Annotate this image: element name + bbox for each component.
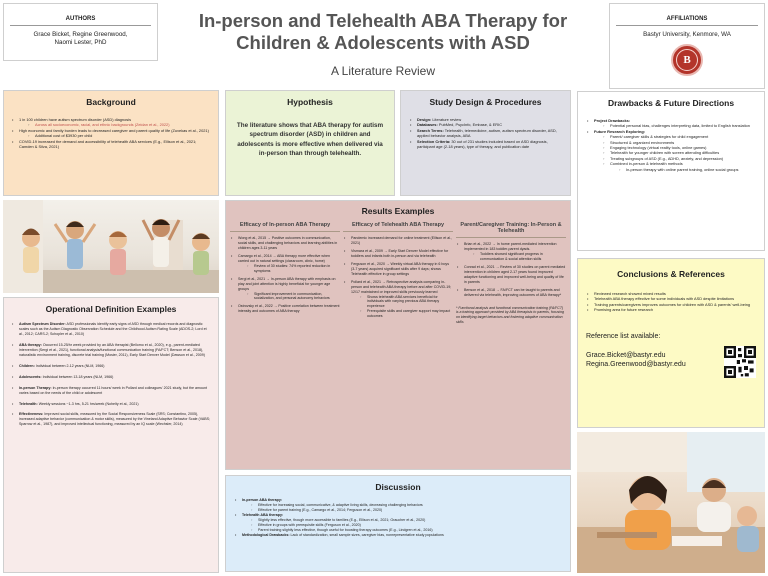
- operational-box: [3, 297, 219, 573]
- list-item: • Project Drawbacks: ◦ Potential personal bias, challenges interpreting data, limited to English translation: [586, 118, 756, 129]
- results-column-parent-training: [456, 222, 566, 324]
- email-link-2[interactable]: Regina.Greenwood@bastyr.edu: [586, 360, 686, 368]
- list-item: • Telehealth ABA therapy effective for some individuals with ASD despite limitations: [586, 296, 756, 301]
- reference-label: Reference list available:: [586, 332, 661, 340]
- hypothesis-box: [225, 90, 395, 196]
- hypothesis-text: The literature shows that ABA therapy for autism spectrum disorder (ASD) in children and adolescents is more effective when delivered via in-person than through telehealth.: [236, 122, 384, 158]
- results-heading: Results Examples: [361, 206, 435, 216]
- operational-heading: Operational Definition Examples: [45, 304, 177, 314]
- authors-names: Grace Bicket, Regine Greenwood,: [33, 31, 128, 38]
- list-item: • Vismara et al., 2009 → Early Start Denver Model effective for toddlers and infants both in-person and via telehealth: [343, 249, 453, 259]
- list-item: • Promising area for future research: [586, 307, 756, 312]
- col3-heading: Parent/Caregiver Training: In-Person & Telehealth: [456, 222, 566, 238]
- list-item: ◦ Parent training slightly less effective, though useful for boosting therapy outcomes (E.g., Lindgren et al., 2016): [250, 528, 562, 533]
- list-item: ◦ Effective in groups with prerequisite skills (Ferguson et al., 2020): [250, 523, 562, 528]
- discussion-list: [234, 498, 562, 538]
- list-item: • Search Terms: Telehealth, telemedicine, autism, autism spectrum disorder, ASD, applied behavior analysis, ABA: [409, 128, 562, 139]
- list-item: ◦ Additional cost of $3930 per child: [27, 133, 211, 138]
- background-box: [3, 90, 219, 196]
- affiliations-heading: AFFILIATIONS: [666, 16, 708, 22]
- list-item: • Future Research Exploring: ◦ Parent/ caregiver skills & strategies for child engagement ◦ Structured & organized environments ◦ Engaging technology (virtual reality tools, online games) ◦ Telehealth for younger children with screen attending difficulties ◦ Treating subgroups of ASD (E.g., ADHD, anxiety, and depression) ◦ Combined in-person & telehealth methods ◦ In-person therapy with online parent training, online social groups: [586, 129, 756, 172]
- list-item: • Design: Literature review: [409, 117, 562, 122]
- classroom-illustration: [577, 432, 765, 573]
- list-item: ◦ Slightly less effective, though more accessible to families (E.g., Ellison et al., 2021; Graucher et al., 2020): [250, 518, 562, 523]
- list-item: ◦ Toddlers showed significant progress in communication & social attention skills: [472, 252, 566, 262]
- list-item: • Reviewed research showed mixed results: [586, 291, 756, 296]
- conclusions-box: [577, 258, 765, 428]
- list-item: • Autism Spectrum Disorder: ASD professionals identify early signs of ASD through medical records and diagnostic scales such as the Autism Diagnostic Observation Schedule and the Childhood Autism Rating Scale (ADOS-2; Lord et al., 2012; CARS-2; Schopler et al., 2010): [11, 322, 211, 337]
- list-item: ◦ Across all socioeconomic, racial, and ethnic backgrounds (Zeidan et al., 2022): [27, 122, 211, 127]
- list-item: • Wong et al., 2015 → Positive outcomes in communication, social skills, and challenging behaviors and learning abilities in children ages 3-11 years: [230, 236, 340, 251]
- list-item: ◦ Prerequisite skills and caregiver support may impact outcomes: [359, 309, 453, 319]
- list-item: • Pollard et al., 2021 → Retrospective analysis comparing in-person and telehealth ABA therapy before and after COVID-19; 12/17 maintained or improved skills previously learned ◦ Shows telehealth ABA services beneficial for individuals with varying previous ABA therapy experience ◦ Prerequisite skills and caregiver support may impact outcomes: [343, 280, 453, 320]
- list-item: • ABA therapy: Occurred 15-25/hr week provided by an ABA therapist (Bellomo et al., 2020), e.g., parent-mediated intervention (Sergi et al., 2021), functional analysis/functional communication training (FA/FCT; Benson et al., 2018), naturalistic environment training, discrete trial training (Mosier, 2011), Early Start Denver Model (Dawson et al., 2009): [11, 343, 211, 358]
- list-item: ◦ Significant improvement in communication, socialization, and personal autonomy behaviors: [246, 292, 340, 302]
- col1-heading: Efficacy of In-person ABA Therapy: [230, 222, 340, 232]
- results-column-in-person: [230, 222, 340, 324]
- conclusions-list: [586, 291, 756, 313]
- affiliations-box: [609, 3, 765, 89]
- list-item: ◦ Treating subgroups of ASD (E.g., ADHD, anxiety, and depression): [602, 156, 756, 161]
- authors-box: [3, 3, 158, 61]
- university-seal: [671, 44, 703, 76]
- conclusions-heading: Conclusions & References: [617, 269, 725, 279]
- operational-list: [11, 322, 211, 427]
- seal-letter: B: [676, 49, 698, 71]
- list-item: ◦ Effective for increasing social, communicative, & adaptive living skills, decreasing challenging behaviors: [250, 503, 562, 508]
- title-line-2: Children & Adolescents with ASD: [236, 32, 530, 53]
- list-item: • Databases: PubMed, PsycInfo, Embase, & ERIC: [409, 122, 562, 127]
- list-item: ◦ Potential personal bias, challenges interpreting data, limited to English translation: [602, 123, 756, 128]
- list-item: • Adolescents: Individual between 13-18 years (NLM, 1966): [11, 375, 211, 380]
- classroom-photo: [577, 432, 765, 573]
- list-item: • 1 in 100 children have autism spectrum disorder (ASD) diagnosis ◦ Across all socioeconomic, racial, and ethnic backgrounds (Zeidan et al., 2022): [11, 117, 211, 128]
- list-item: • Effectiveness: Improved social skills, measured by the Social Responsiveness Scale (SRS; Constantino, 2005), increased adaptive behavior (communication & motor skills), measured by the Vineland Adaptive Behavior Scale (VABS; Sparrow et al., 1987), and improved intellectual functioning, measured by an IQ scale (Wechsler, 2014): [11, 412, 211, 427]
- affiliations-text: Bastyr University, Kenmore, WA: [643, 31, 731, 38]
- hypothesis-heading: Hypothesis: [287, 97, 333, 107]
- study-design-list: [409, 117, 562, 149]
- list-item: ◦ Telehealth for younger children with screen attending difficulties: [602, 150, 756, 155]
- list-item: • Telehealth: Weekly sessions ~1-3 hrs, 5-21 hrs/week (Nohelty et al., 2021): [11, 402, 211, 407]
- background-heading: Background: [86, 97, 136, 107]
- list-item: • Sergi et al., 2021 → In-person ABA therapy with emphasis on play and joint attention is highly beneficial for younger age groups ◦ Significant improvement in communication, socialization, and personal autonomy behaviors: [230, 277, 340, 302]
- children-playing-photo: [3, 200, 219, 293]
- discussion-box: [225, 475, 571, 572]
- authors-heading: AUTHORS: [65, 16, 96, 22]
- authors-names-2: Naomi Lester, PhD: [54, 39, 107, 46]
- list-item: • Ferguson et al., 2020 → Weekly virtual ABA therapy in 6 boys (3-7 years) acquired significant skills after 9 days; shows Telehealth effective in group settings: [343, 262, 453, 277]
- list-item: ◦ Shows telehealth ABA services beneficial for individuals with varying previous ABA therapy experience: [359, 295, 453, 310]
- study-design-heading: Study Design & Procedures: [429, 97, 542, 107]
- list-item: • Camargo et al., 2014 → ABA therapy more effective when carried out in natural settings (classroom, clinic, home) ◦ Review of 30 studies: 74% reported reduction in symptoms: [230, 254, 340, 274]
- list-item: • Pandemic increased demand for online treatment (Ellison et al., 2021): [343, 236, 453, 246]
- drawbacks-box: [577, 91, 765, 251]
- title-line-1: In-person and Telehealth ABA Therapy for: [198, 10, 568, 31]
- list-item: • Benson et al., 2018 → FA/FCT can be taught to parents and delivered via telehealth, improving outcomes of ABA therapy*: [456, 288, 566, 298]
- drawbacks-heading: Drawbacks & Future Directions: [607, 98, 735, 108]
- list-item: • Conrad et al., 2021 → Review of 30 studies on parent mediated intervention in children aged 2-17 years found improved adaptive functioning and improved well-being and quality of life in parents: [456, 265, 566, 285]
- drawbacks-list: [586, 118, 756, 172]
- list-item: • Ostrovsky et al., 2022 → Positive correlation between treatment intensity and outcomes of ABA therapy: [230, 304, 340, 314]
- results-footnote: * Functional analysis and functional communication training (FA/FCT) is a training approach provided by ABA therapists to parents, focusing on identifying target behaviors and fostering adaptive communication skills: [456, 305, 564, 324]
- email-link-1[interactable]: Grace.Bicket@bastyr.edu: [586, 351, 666, 359]
- list-item: • Selection Criteria: 30 out of 231 studies included based on ASD diagnosis, participant age (2-18 years), type of therapy, and publication date: [409, 139, 562, 150]
- list-item: ◦ Engaging technology (virtual reality tools, online games): [602, 145, 756, 150]
- col2-heading: Efficacy of Telehealth ABA Therapy: [343, 222, 453, 232]
- list-item: • Brian et al., 2022 → In home parent-mediated intervention implemented in 183 toddler-parent dyads. ◦ Toddlers showed significant progress in communication & social attention skills: [456, 242, 566, 262]
- list-item: ◦ Structured & organized environments: [602, 140, 756, 145]
- list-item: ◦ In-person therapy with online parent training, online social groups: [618, 167, 756, 172]
- list-item: • In-person Therapy: In-person therapy occurred 11 hours/ week in Pollard and colleagues' 2021 study, but the amount varies based on the needs of the child or adolescent: [11, 386, 211, 396]
- list-item: • In-person ABA therapy: ◦ Effective for increasing social, communicative, & adaptive living skills, decreasing challenging behaviors ◦ Effective for parent training (E.g., Camargo et al., 2014; Ferguson et al., 2020): [234, 498, 562, 513]
- title-subtitle: A Literature Review: [330, 64, 436, 78]
- list-item: ◦ Review of 30 studies: 74% reported reduction in symptoms: [246, 264, 340, 274]
- list-item: • Methodological Drawbacks: Lack of standardization, small sample sizes, caregiver bias, nonrepresentative study populations: [234, 533, 562, 538]
- results-column-telehealth: [343, 222, 453, 324]
- list-item: • Training parents/caregivers improves outcomes for children with ASD & parents' well-being: [586, 302, 756, 307]
- list-item: • High economic and family burden leads to decreased caregiver and parent quality of life (Zuvekas et al., 2021) ◦ Additional cost of $3930 per child: [11, 128, 211, 139]
- poster-title: [160, 10, 606, 78]
- list-item: ◦ Parent/ caregiver skills & strategies for child engagement: [602, 134, 756, 139]
- list-item: ◦ Effective for parent training (E.g., Camargo et al., 2014; Ferguson et al., 2020): [250, 508, 562, 513]
- list-item: • Children: Individual between 2-12 years (NLM, 1966): [11, 364, 211, 369]
- children-illustration: [3, 200, 219, 293]
- list-item: • COVID-19 increased the demand and accessibility of telehealth ABA services (E.g., Ellison et al., 2021; Camden & Silva, 2021): [11, 139, 211, 150]
- discussion-heading: Discussion: [375, 482, 421, 492]
- study-design-box: [400, 90, 571, 196]
- results-box: [225, 200, 571, 470]
- list-item: ◦ Combined in-person & telehealth methods ◦ In-person therapy with online parent training, online social groups: [602, 161, 756, 172]
- list-item: • Telehealth ABA therapy: ◦ Slightly less effective, though more accessible to families (E.g., Ellison et al., 2021; Graucher et al., 2020) ◦ Effective in groups with prerequisite skills (Ferguson et al., 2020) ◦ Parent training slightly less effective, though useful for boosting therapy outcomes (E.g., Lindgren et al., 2016): [234, 513, 562, 533]
- qr-code-icon[interactable]: [724, 346, 756, 378]
- background-list: [11, 117, 211, 149]
